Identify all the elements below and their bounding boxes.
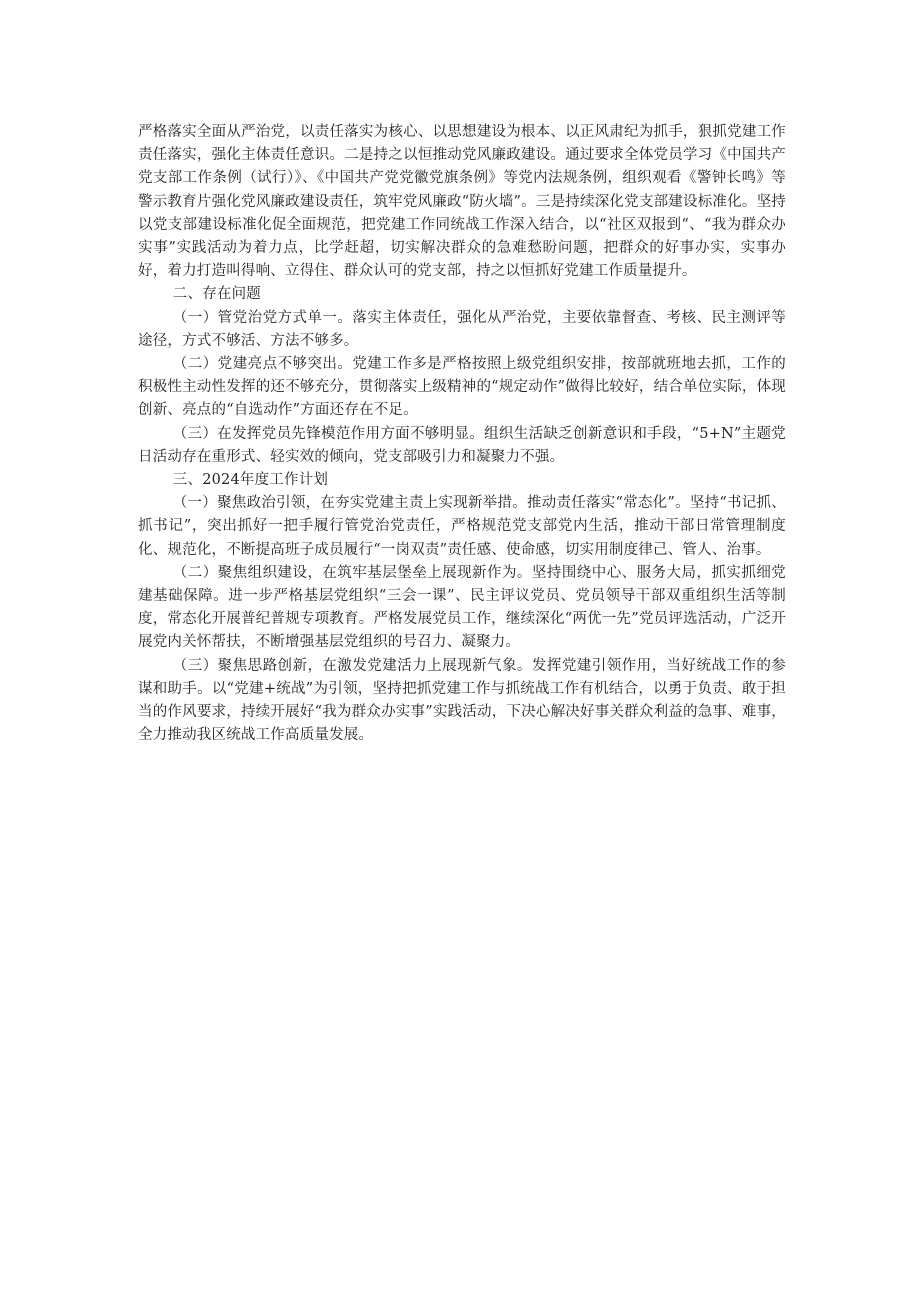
document-body	[138, 121, 786, 747]
paragraph-plan-3: （三）聚焦思路创新，在激发党建活力上展现新气象。发挥党建引领作用，当好统战工作的参谋和助手。以“党建+统战”为引领，坚持把抓党建工作与抓统战工作有机结合，以勇于负责、敢于担当的作风要求，持续开展好“我为群众办实事”实践活动，下决心解决好事关群众利益的急事、难事，全力推动我区统战工作高质量发展。	[138, 657, 786, 744]
paragraph-problem-3: （三）在发挥党员先锋模范作用方面不够明显。组织生活缺乏创新意识和手段，“5+N”主题党日活动存在重形式、轻实效的倾向，党支部吸引力和凝聚力不强。	[138, 425, 786, 465]
section-heading-plan: 三、2024年度工作计划	[172, 472, 329, 489]
paragraph-plan-1: （一）聚焦政治引领，在夯实党建主责上实现新举措。推动责任落实“常态化”。坚持“书记抓、抓书记”，突出抓好一把手履行管党治党责任，严格规范党支部党内生活，推动干部日常管理制度化、规范化，不断提高班子成员履行“一岗双责”责任感、使命感，切实用制度律己、管人、治事。	[138, 495, 786, 558]
paragraph-plan-2: （二）聚焦组织建设，在筑牢基层堡垒上展现新作为。坚持围绕中心、服务大局，抓实抓细党建基础保障。进一步严格基层党组织“三会一课”、民主评议党员、党员领导干部双重组织生活等制度，常态化开展普纪普规专项教育。严格发展党员工作，继续深化“两优一先”党员评选活动，广泛开展党内关怀帮扶，不断增强基层党组织的号召力、凝聚力。	[138, 564, 786, 651]
paragraph-problem-2: （二）党建亮点不够突出。党建工作多是严格按照上级党组织安排，按部就班地去抓，工作的积极性主动性发挥的还不够充分，贯彻落实上级精神的“规定动作”做得比较好，结合单位实际，体现创新、亮点的“自选动作”方面还存在不足。	[138, 356, 786, 419]
paragraph-intro: 严格落实全面从严治党，以责任落实为核心、以思想建设为根本、以正风肃纪为抓手，狠抓党建工作责任落实，强化主体责任意识。二是持之以恒推动党风廉政建设。通过要求全体党员学习《中国共产党支部工作条例（试行）》、《中国共产党党徽党旗条例》等党内法规条例，组织观看《警钟长鸣》等警示教育片强化党风廉政建设责任，筑牢党风廉政“防火墙”。三是持续深化党支部建设标准化。坚持以党支部建设标准化促全面规范，把党建工作同统战工作深入结合，以“社区双报到“、“我为群众办实事”实践活动为着力点，比学赶超，切实解决群众的急难愁盼问题，把群众的好事办实，实事办好，着力打造叫得响、立得住、群众认可的党支部，持之以恒抓好党建工作质量提升。	[138, 124, 786, 280]
section-heading-problems: 二、存在问题	[172, 286, 261, 303]
paragraph-problem-1: （一）管党治党方式单一。落实主体责任，强化从严治党，主要依靠督查、考核、民主测评等途径，方式不够活、方法不够多。	[138, 309, 786, 349]
